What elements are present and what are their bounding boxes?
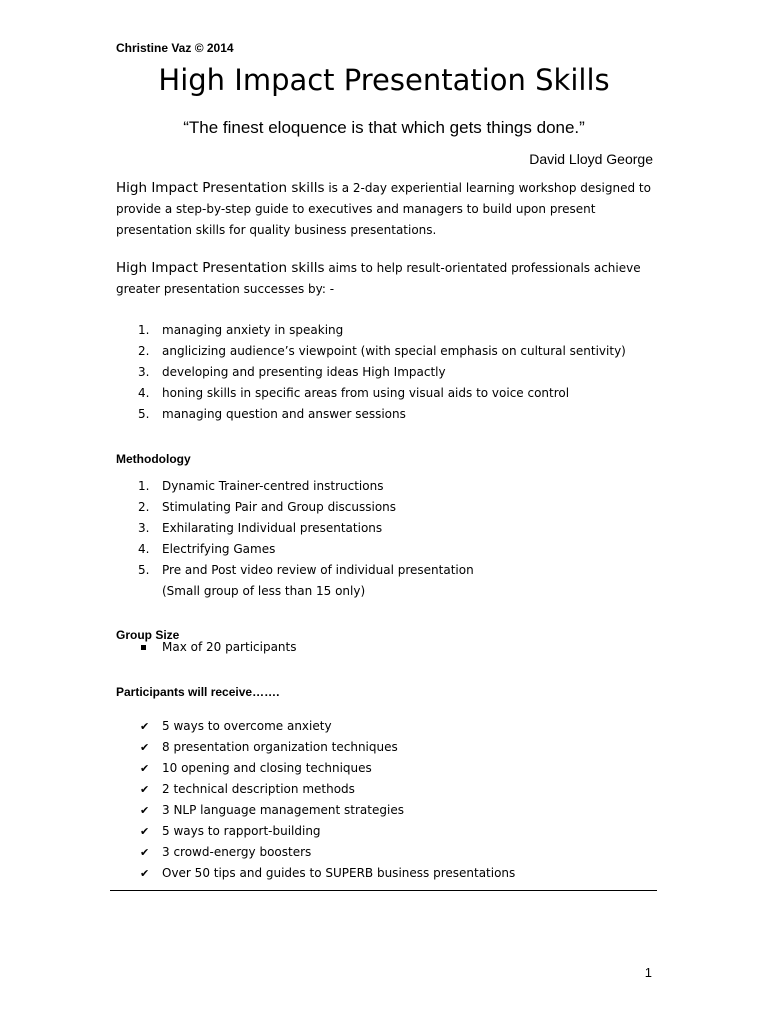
item-number: 2. <box>138 500 150 514</box>
group-size-heading: Group Size <box>116 628 180 642</box>
aims-text: aims to help result-orientated professionals achieve greater presentation successes by: - <box>116 261 641 296</box>
list-item <box>116 518 676 539</box>
list-item <box>116 539 676 560</box>
checkmark-icon: ✔ <box>140 783 150 796</box>
item-text: Exhilarating Individual presentations <box>162 521 383 535</box>
item-number: 5. <box>138 407 150 421</box>
objectives-list <box>116 320 676 425</box>
list-item <box>116 404 676 425</box>
quote-text: “The finest eloquence is that which gets things done.” <box>183 118 585 137</box>
list-item <box>116 800 676 821</box>
list-item <box>116 737 676 758</box>
item-text: 10 opening and closing techniques <box>162 761 372 775</box>
item-text: 2 technical description methods <box>162 782 355 796</box>
square-bullet-icon <box>141 645 146 650</box>
item-text: honing skills in specific areas from using visual aids to voice control <box>162 386 570 400</box>
item-number: 3. <box>138 365 150 379</box>
checkmark-icon: ✔ <box>140 762 150 775</box>
checkmark-icon: ✔ <box>140 825 150 838</box>
item-text: Max of 20 participants <box>162 640 297 654</box>
group-size-list <box>116 637 676 658</box>
item-text: Pre and Post video review of individual presentation <box>162 563 474 577</box>
item-text: developing and presenting ideas High Impactly <box>162 365 446 379</box>
aims-paragraph <box>116 258 656 300</box>
list-item <box>116 341 676 362</box>
list-item <box>116 842 676 863</box>
list-item <box>116 758 676 779</box>
item-text: Dynamic Trainer-centred instructions <box>162 479 384 493</box>
intro-text: is a 2-day experiential learning workshop designed to provide a step-by-step guide to executives and managers to build upon present presentation skills for quality business presentations. <box>116 181 651 237</box>
author-line: Christine Vaz © 2014 <box>116 41 234 55</box>
methodology-list <box>116 476 676 581</box>
checkmark-icon: ✔ <box>140 846 150 859</box>
page-title: High Impact Presentation Skills <box>158 63 610 97</box>
item-text: managing anxiety in speaking <box>162 323 344 337</box>
list-item <box>116 476 676 497</box>
participants-heading: Participants will receive……. <box>116 685 280 699</box>
item-number: 1. <box>138 323 150 337</box>
checkmark-icon: ✔ <box>140 720 150 733</box>
list-item <box>116 716 676 737</box>
participants-list <box>116 716 676 884</box>
list-item <box>116 779 676 800</box>
item-number: 4. <box>138 386 150 400</box>
item-number: 4. <box>138 542 150 556</box>
checkmark-icon: ✔ <box>140 804 150 817</box>
list-item <box>116 497 676 518</box>
list-item <box>116 560 676 581</box>
item-text: managing question and answer sessions <box>162 407 406 421</box>
intro-paragraph <box>116 178 656 241</box>
item-text: anglicizing audience’s viewpoint (with special emphasis on cultural sentivity) <box>162 344 626 358</box>
item-number: 3. <box>138 521 150 535</box>
aims-lead: High Impact Presentation skills <box>116 260 325 276</box>
checkmark-icon: ✔ <box>140 867 150 880</box>
item-number: 5. <box>138 563 150 577</box>
item-text: Electrifying Games <box>162 542 276 556</box>
list-item <box>116 320 676 341</box>
methodology-heading: Methodology <box>116 452 191 466</box>
item-text: 3 crowd-energy boosters <box>162 845 312 859</box>
item-number: 1. <box>138 479 150 493</box>
intro-lead: High Impact Presentation skills <box>116 180 325 196</box>
checkmark-icon: ✔ <box>140 741 150 754</box>
item-text: 5 ways to overcome anxiety <box>162 719 332 733</box>
item-text: 5 ways to rapport-building <box>162 824 321 838</box>
item-text: 8 presentation organization techniques <box>162 740 398 754</box>
quote-author: David Lloyd George <box>529 151 653 167</box>
horizontal-rule <box>110 890 657 891</box>
item-text: Over 50 tips and guides to SUPERB business presentations <box>162 866 516 880</box>
page-number: 1 <box>644 965 652 980</box>
list-item <box>116 821 676 842</box>
methodology-note: (Small group of less than 15 only) <box>162 584 366 598</box>
list-item <box>116 362 676 383</box>
item-number: 2. <box>138 344 150 358</box>
item-text: 3 NLP language management strategies <box>162 803 404 817</box>
list-item <box>116 383 676 404</box>
list-item <box>116 863 676 884</box>
item-text: Stimulating Pair and Group discussions <box>162 500 397 514</box>
list-item <box>116 637 676 658</box>
